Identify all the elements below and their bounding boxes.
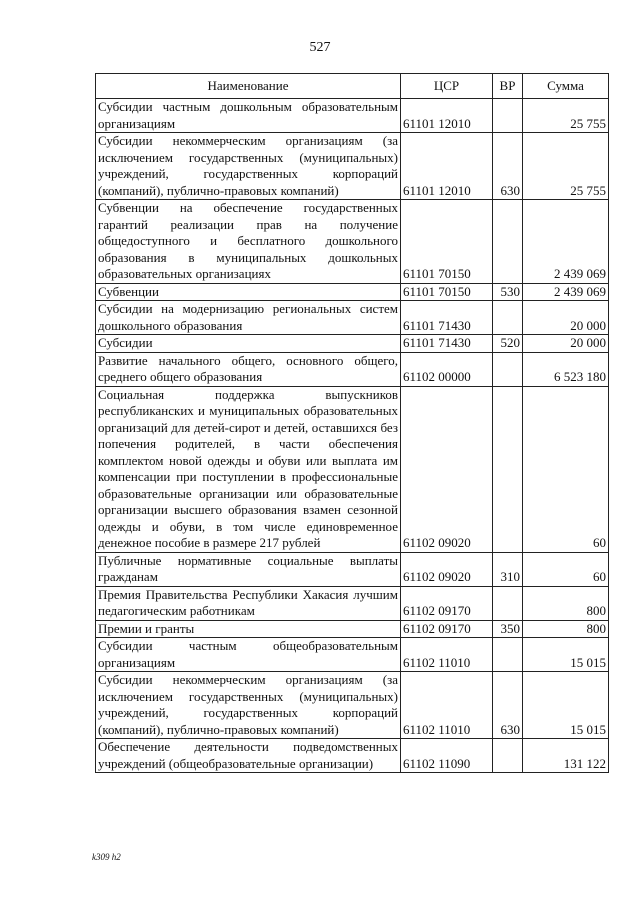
header-csr: ЦСР: [401, 74, 493, 99]
table-row: [96, 133, 609, 200]
row-vr: 530: [493, 283, 523, 301]
row-csr: 61102 11010: [401, 638, 493, 672]
row-vr: 630: [493, 133, 523, 200]
row-name: Публичные нормативные социальные выплаты гражданам: [96, 552, 401, 586]
table-row: [96, 200, 609, 284]
row-vr: [493, 99, 523, 133]
row-name: Субсидии частным дошкольным образовательным организациям: [96, 99, 401, 133]
row-name: Субвенции на обеспечение государственных гарантий реализации прав на получение общедоступного и бесплатного дошкольного образования в муниципальных дошкольных образовательных организациях: [96, 200, 401, 284]
row-vr: 310: [493, 552, 523, 586]
table-row: [96, 638, 609, 672]
row-csr: 61101 12010: [401, 99, 493, 133]
row-csr: 61102 09020: [401, 386, 493, 552]
row-name: Субсидии некоммерческим организациям (за исключением государственных (муниципальных) учреждений, государственных корпораций (компаний), публично-правовых компаний): [96, 133, 401, 200]
header-vr: ВР: [493, 74, 523, 99]
row-csr: 61101 71430: [401, 301, 493, 335]
row-sum: 2 439 069: [523, 283, 609, 301]
table-row: [96, 99, 609, 133]
row-csr: 61101 12010: [401, 133, 493, 200]
row-csr: 61102 09170: [401, 586, 493, 620]
row-name: Субсидии частным общеобразовательным организациям: [96, 638, 401, 672]
table-header-row: [96, 74, 609, 99]
row-sum: 2 439 069: [523, 200, 609, 284]
row-sum: 20 000: [523, 335, 609, 353]
row-name: Субвенции: [96, 283, 401, 301]
page-number: 527: [309, 40, 331, 55]
table-row: [96, 283, 609, 301]
row-vr: [493, 586, 523, 620]
row-csr: 61102 09170: [401, 620, 493, 638]
row-csr: 61102 09020: [401, 552, 493, 586]
row-name: Социальная поддержка выпускников республиканских и муниципальных образовательных организаций для детей-сирот и детей, оставшихся без попечения родителей, в части обеспечения комплектом новой одежды и обуви или выплата им компенсации при поступлении в профессиональные образовательные организации или образовательные организации высшего образования взамен сезонной одежды и обуви, в том числе единовременное денежное пособие в размере 217 рублей: [96, 386, 401, 552]
row-csr: 61102 11010: [401, 672, 493, 739]
table-row: [96, 552, 609, 586]
row-sum: 60: [523, 552, 609, 586]
row-sum: 800: [523, 620, 609, 638]
table-row: [96, 301, 609, 335]
row-csr: 61101 70150: [401, 283, 493, 301]
table-row: [96, 586, 609, 620]
row-vr: [493, 739, 523, 773]
table-row: [96, 672, 609, 739]
row-sum: 800: [523, 586, 609, 620]
row-csr: 61102 00000: [401, 352, 493, 386]
row-sum: 15 015: [523, 672, 609, 739]
row-name: Развитие начального общего, основного общего, среднего общего образования: [96, 352, 401, 386]
table-row: [96, 739, 609, 773]
row-sum: 15 015: [523, 638, 609, 672]
row-sum: 60: [523, 386, 609, 552]
row-name: Субсидии некоммерческим организациям (за исключением государственных (муниципальных) учреждений, государственных корпораций (компаний), публично-правовых компаний): [96, 672, 401, 739]
footer-document-code: k309 h2: [92, 852, 121, 862]
row-vr: [493, 386, 523, 552]
row-csr: 61102 11090: [401, 739, 493, 773]
row-sum: 6 523 180: [523, 352, 609, 386]
row-sum: 131 122: [523, 739, 609, 773]
table-row: [96, 352, 609, 386]
header-sum: Сумма: [523, 74, 609, 99]
header-name: Наименование: [96, 74, 401, 99]
row-name: Премия Правительства Республики Хакасия лучшим педагогическим работникам: [96, 586, 401, 620]
row-name: Субсидии на модернизацию региональных систем дошкольного образования: [96, 301, 401, 335]
row-sum: 25 755: [523, 133, 609, 200]
row-vr: [493, 301, 523, 335]
row-sum: 25 755: [523, 99, 609, 133]
budget-table: [95, 73, 609, 773]
row-vr: 630: [493, 672, 523, 739]
row-sum: 20 000: [523, 301, 609, 335]
row-vr: [493, 200, 523, 284]
row-vr: [493, 352, 523, 386]
row-csr: 61101 71430: [401, 335, 493, 353]
row-name: Субсидии: [96, 335, 401, 353]
row-csr: 61101 70150: [401, 200, 493, 284]
row-vr: [493, 638, 523, 672]
row-vr: 520: [493, 335, 523, 353]
table-row: [96, 620, 609, 638]
table-row: [96, 386, 609, 552]
row-name: Обеспечение деятельности подведомственных учреждений (общеобразовательные организации): [96, 739, 401, 773]
row-vr: 350: [493, 620, 523, 638]
table-row: [96, 335, 609, 353]
row-name: Премии и гранты: [96, 620, 401, 638]
